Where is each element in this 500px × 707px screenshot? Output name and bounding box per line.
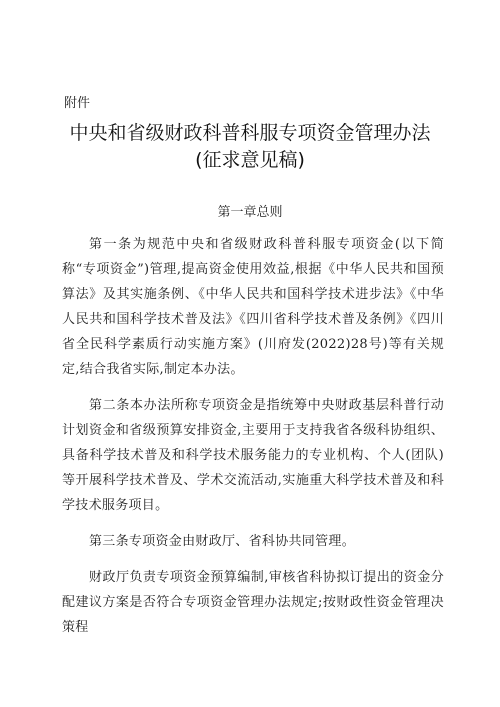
paragraph-article-2: 第二条本办法所称专项资金是指统筹中央财政基层科普行动计划资金和省级预算安排资金,主要用于支持我省各级科协组织、具备科学技术普及和科学技术服务能力的专业机构、个人(团队)等开展科学技术普及、学术交流活动,实施重大科学技术普及和科学技术服务项目。 — [62, 398, 444, 513]
paragraph-finance-duties: 财政厅负责专项资金预算编制,审核省科协拟订提出的资金分配建议方案是否符合专项资金管理办法规定;按财政性资金管理决策程 — [62, 570, 444, 635]
attachment-label: 附件 — [64, 96, 91, 111]
document-subtitle: (征求意见稿) — [195, 149, 305, 171]
document-title: 中央和省级财政科普科服专项资金管理办法 — [69, 122, 431, 144]
paragraph-article-3: 第三条专项资金由财政厅、省科协共同管理。 — [89, 534, 356, 549]
chapter-heading: 第一章总则 — [217, 205, 283, 220]
paragraph-article-1: 第一条为规范中央和省级财政科普科服专项资金(以下简称“专项资金”)管理,提高资金使用效益,根据《中华人民共和国预算法》及其实施条例、《中华人民共和国科学技术进步法》《中华人民共和国科学技术普及法》《四川省科学技术普及条例》《四川省全民科学素质行动实施方案》(川府发(2022)28号)等有关规定,结合我省实际,制定本办法。 — [62, 237, 444, 377]
document-body — [62, 232, 444, 651]
